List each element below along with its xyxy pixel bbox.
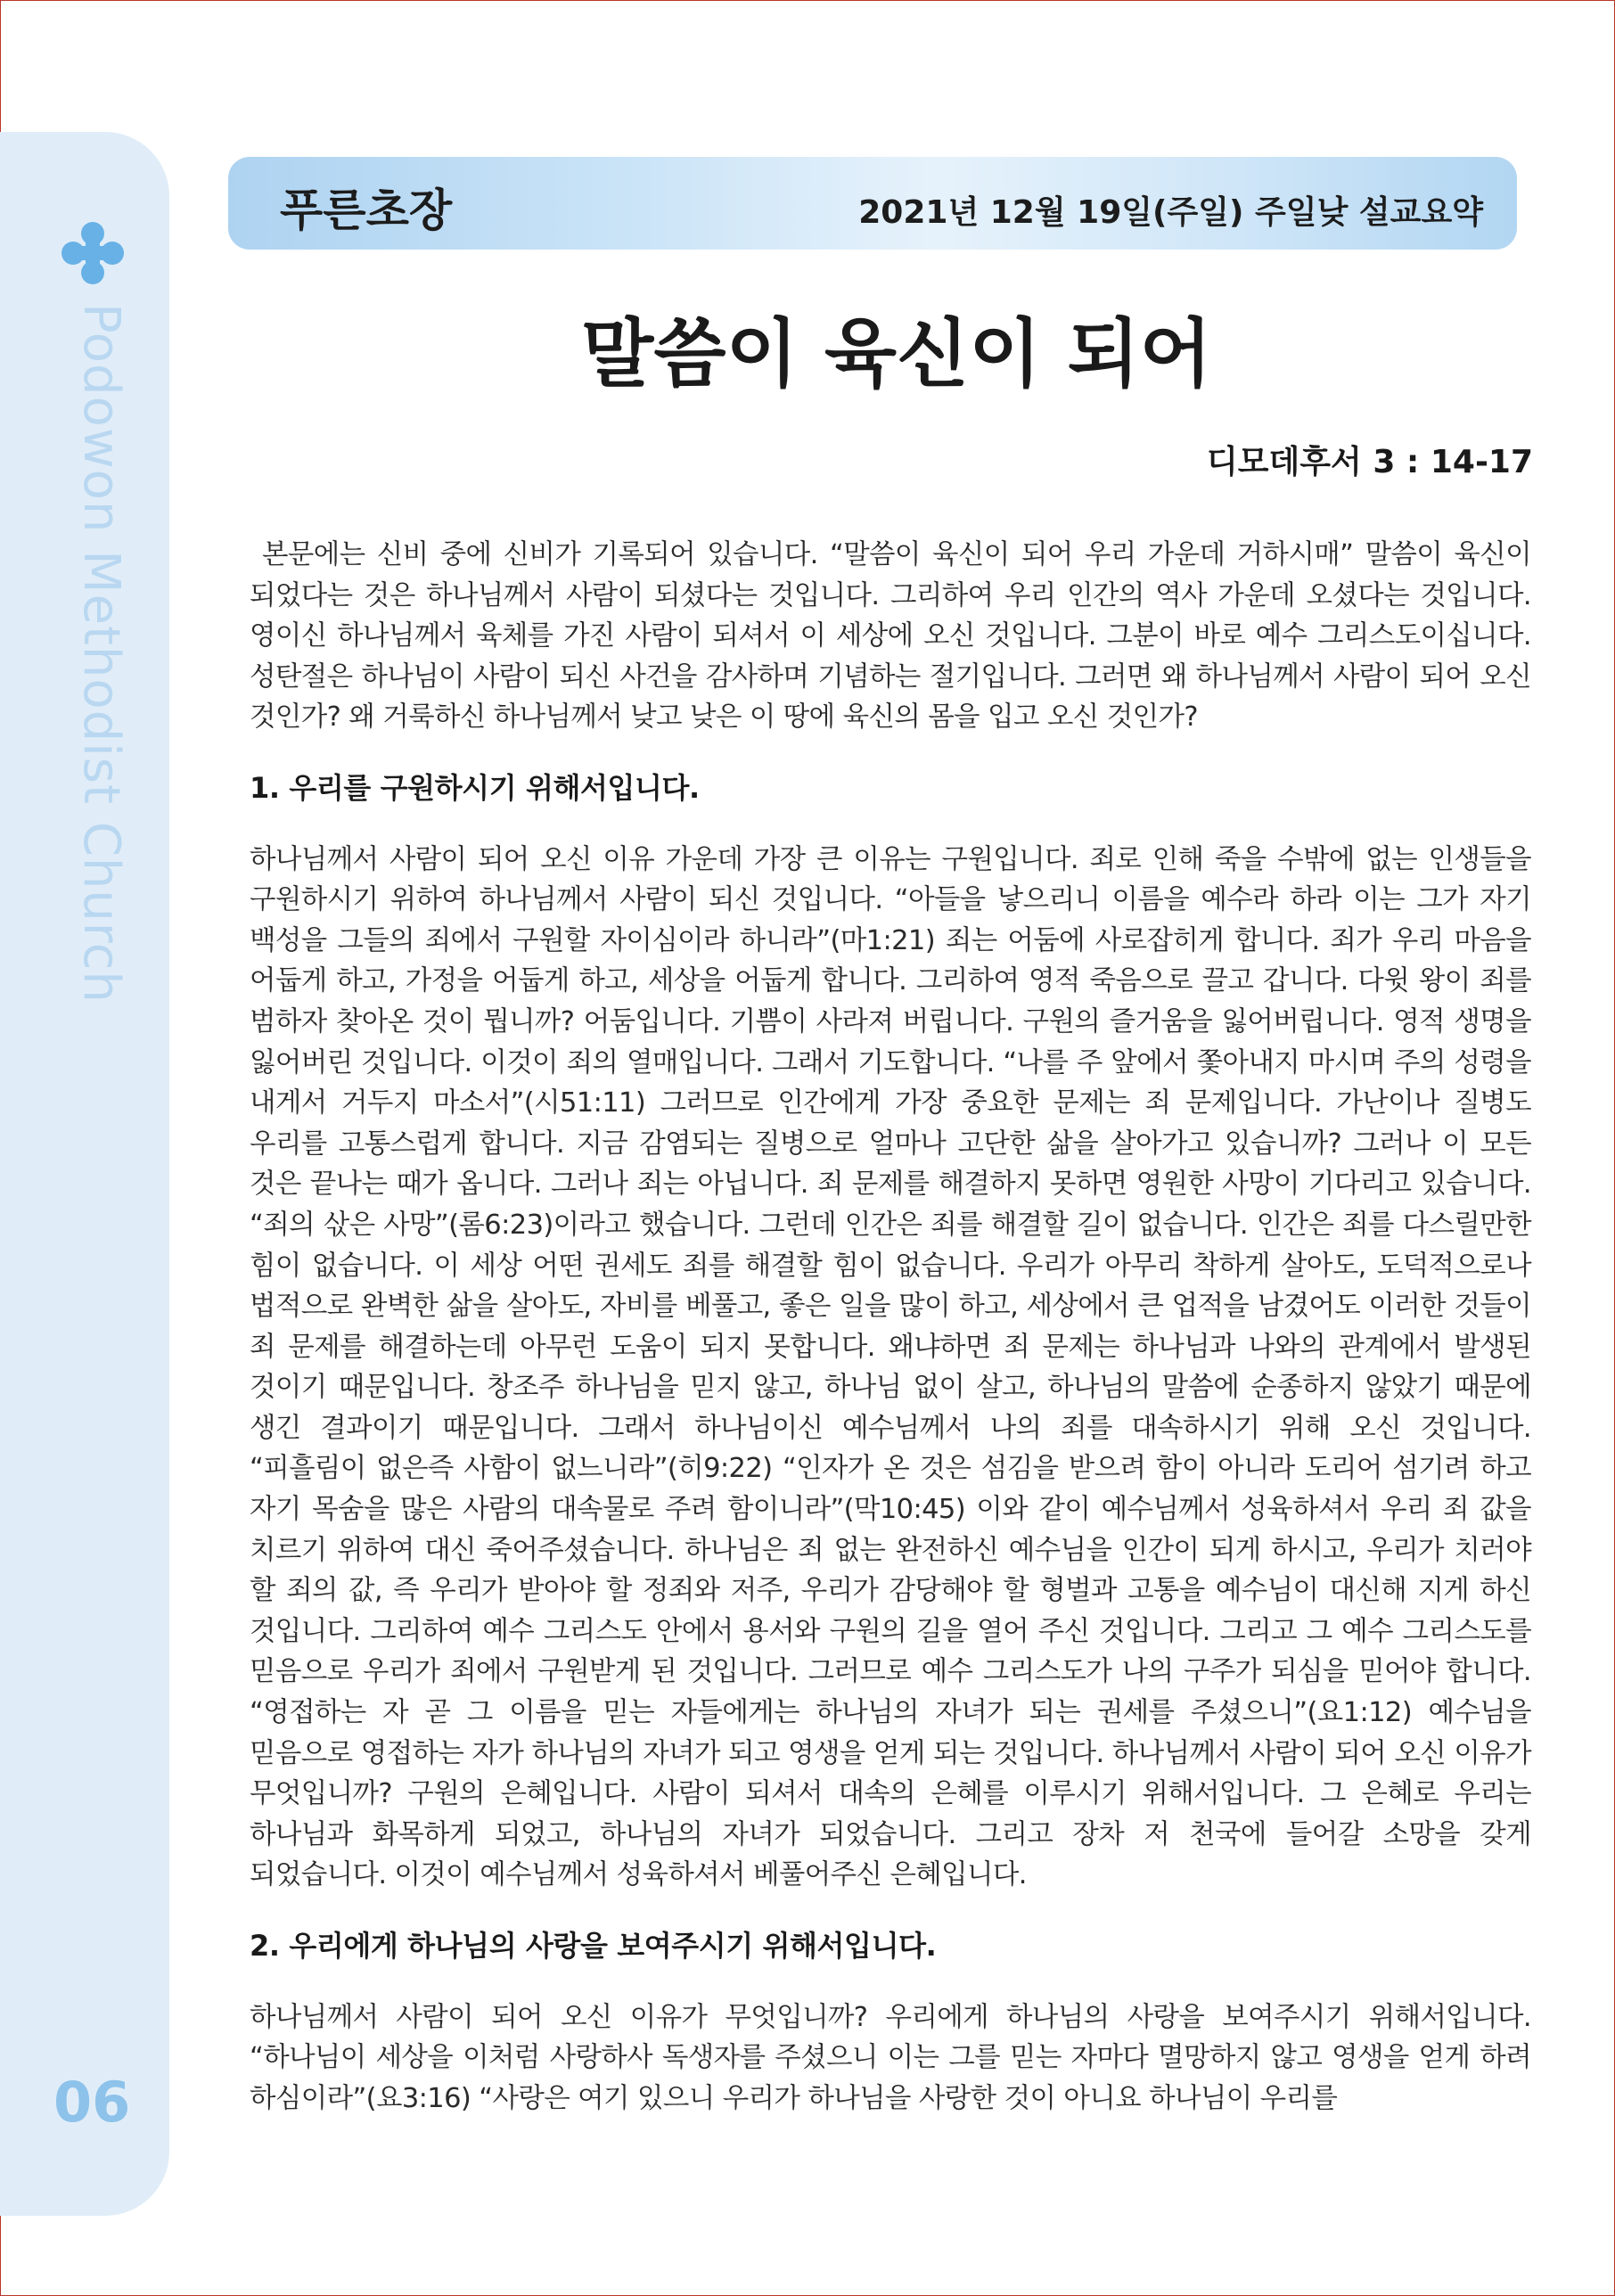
cross-logo-icon (61, 221, 125, 285)
header-banner (228, 157, 1517, 250)
scripture-reference: 디모데후서 3 : 14-17 (1206, 444, 1533, 480)
sermon-title: 말씀이 육신이 되어 (581, 309, 1212, 398)
point-1-heading: 1. 우리를 구원하시기 위해서입니다. (250, 770, 700, 805)
intro-paragraph: 본문에는 신비 중에 신비가 기록되어 있습니다. “말씀이 육신이 되어 우리 가운데 거하시매” 말씀이 육신이 되었다는 것은 하나님께서 사람이 되셨다는 것입니다. 그리하여 우리 인간의 역사 가운데 오셨다는 것입니다. 영이신 하나님께서 육체를 가진 사람이 되셔서 이 세상에 오신 것입니다. 그분이 바로 예수 그리스도이십니다. 성탄절은 하나님이 사람이 되신 사건을 감사하며 기념하는 절기입니다. 그러면 왜 하나님께서 사람이 되어 오신 것인가? 왜 거룩하신 하나님께서 낮고 낮은 이 땅에 육신의 몸을 입고 오신 것인가? (250, 539, 1531, 734)
section-title: 푸른초장 (280, 184, 453, 236)
church-name-vertical: Podowon Methodist Church (72, 303, 130, 1004)
page-number: 06 (53, 2070, 131, 2135)
point-2-paragraph: 하나님께서 사람이 되어 오신 이유가 무엇입니까? 우리에게 하나님의 사랑을 보여주시기 위해서입니다. “하나님이 세상을 이처럼 사랑하사 독생자를 주셨으니 이는 그를 믿는 자마다 멸망하지 않고 영생을 얻게 하려 하심이라”(요3:16) “사랑은 여기 있으니 우리가 하나님을 사랑한 것이 아니요 하나님이 우리를 (250, 2001, 1531, 2114)
point-2-heading: 2. 우리에게 하나님의 사랑을 보여주시기 위해서입니다. (250, 1929, 937, 1963)
sermon-date: 2021년 12월 19일(주일) 주일낮 설교요약 (858, 194, 1483, 231)
point-1-paragraph: 하나님께서 사람이 되어 오신 이유 가운데 가장 큰 이유는 구원입니다. 죄로 인해 죽을 수밖에 없는 인생들을 구원하시기 위하여 하나님께서 사람이 되신 것입니다. “아들을 낳으리니 이름을 예수라 하라 이는 그가 자기 백성을 그들의 죄에서 구원할 자이심이라 하니라”(마1:21) 죄는 어둠에 사로잡히게 합니다. 죄가 우리 마음을 어둡게 하고, 가정을 어둡게 하고, 세상을 어둡게 합니다. 그리하여 영적 죽음으로 끌고 갑니다. 다윗 왕이 죄를 범하자 찾아온 것이 뭡니까? 어둠입니다. 기쁨이 사라져 버립니다. 구원의 즐거움을 잃어버립니다. 영적 생명을 잃어버린 것입니다. 이것이 죄의 열매입니다. 그래서 기도합니다. “나를 주 앞에서 쫓아내지 마시며 주의 성령을 내게서 거두지 마소서”(시51:11) 그러므로 인간에게 가장 중요한 문제는 죄 문제입니다. 가난이나 질병도 우리를 고통스럽게 합니다. 지금 감염되는 질병으로 얼마나 고단한 삶을 살아가고 있습니까? 그러나 이 모든 것은 끝나는 때가 옵니다. 그러나 죄는 아닙니다. 죄 문제를 해결하지 못하면 영원한 사망이 기다리고 있습니다. “죄의 삯은 사망”(롬6:23)이라고 했습니다. 그런데 인간은 죄를 해결할 길이 없습니다. 인간은 죄를 다스릴만한 힘이 없습니다. 이 세상 어떤 권세도 죄를 해결할 힘이 없습니다. 우리가 아무리 착하게 살아도, 도덕적으로나 법적으로 완벽한 삶을 살아도, 자비를 베풀고, 좋은 일을 많이 하고, 세상에서 큰 업적을 남겼어도 이러한 것들이 죄 문제를 해결하는데 아무런 도움이 되지 못합니다. 왜냐하면 죄 문제는 하나님과 나와의 관계에서 발생된 것이기 때문입니다. 창조주 하나님을 믿지 않고, 하나님 없이 살고, 하나님의 말씀에 순종하지 않았기 때문에 생긴 결과이기 때문입니다. 그래서 하나님이신 예수님께서 나의 죄를 대속하시기 위해 오신 것입니다. “피흘림이 없은즉 사함이 없느니라”(히9:22) “인자가 온 것은 섬김을 받으려 함이 아니라 도리어 섬기려 하고 자기 목숨을 많은 사람의 대속물로 주려 함이니라”(막10:45) 이와 같이 예수님께서 성육하셔서 우리 죄 값을 치르기 위하여 대신 죽어주셨습니다. 하나님은 죄 없는 완전하신 예수님을 인간이 되게 하시고, 우리가 치러야 할 죄의 값, 즉 우리가 받아야 할 정죄와 저주, 우리가 감당해야 할 형벌과 고통을 예수님이 대신해 지게 하신 것입니다. 그리하여 예수 그리스도 안에서 용서와 구원의 길을 열어 주신 것입니다. 그리고 그 예수 그리스도를 믿음으로 우리가 죄에서 구원받게 된 것입니다. 그러므로 예수 그리스도가 나의 구주가 되심을 믿어야 합니다. “영접하는 자 곧 그 이름을 믿는 자들에게는 하나님의 자녀가 되는 권세를 주셨으니”(요1:12) 예수님을 믿음으로 영접하는 자가 하나님의 자녀가 되고 영생을 얻게 되는 것입니다. 하나님께서 사람이 되어 오신 이유가 무엇입니까? 구원의 은혜입니다. 사람이 되셔서 대속의 은혜를 이루시기 위해서입니다. 그 은혜로 우리는 하나님과 화목하게 되었고, 하나님의 자녀가 되었습니다. 그리고 장차 저 천국에 들어갈 소망을 갖게 되었습니다. 이것이 예수님께서 성육하셔서 베풀어주신 은혜입니다. (250, 843, 1531, 1891)
sermon-body (250, 535, 1531, 2119)
